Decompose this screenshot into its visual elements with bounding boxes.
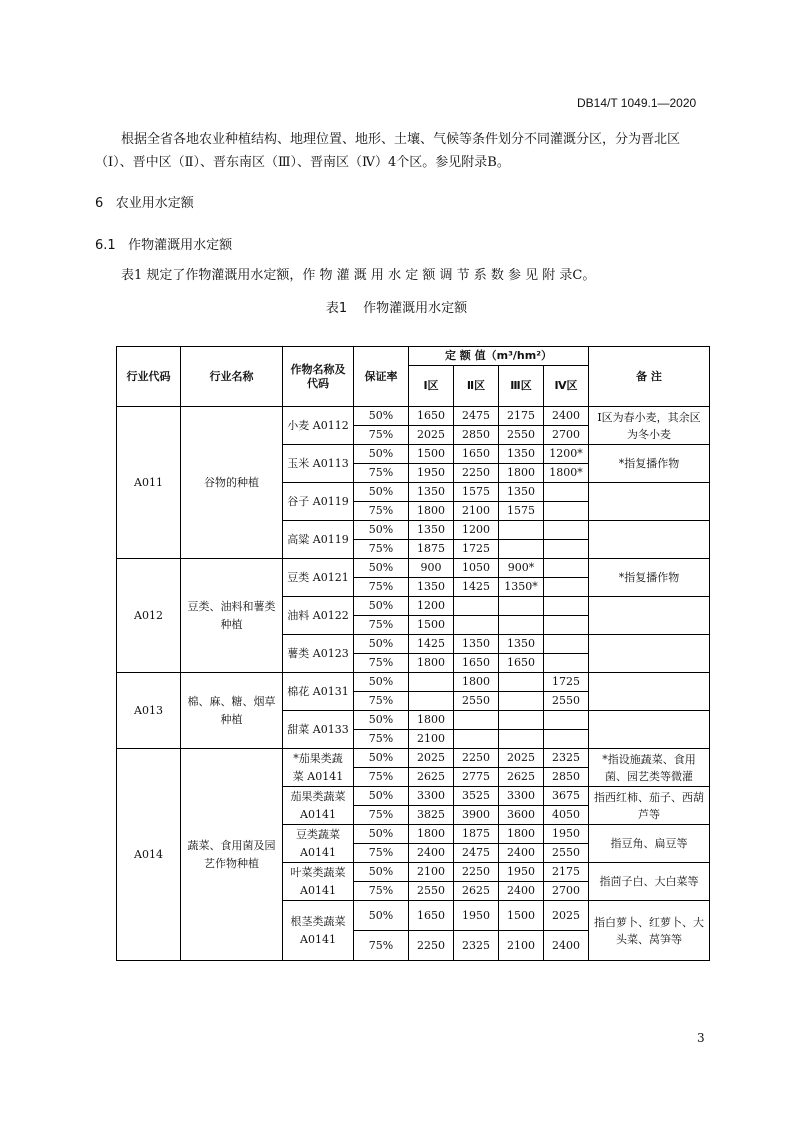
guarantee-rate: 50% [354, 787, 409, 806]
guarantee-rate: 75% [354, 654, 409, 673]
group-code: A011 [117, 407, 181, 559]
quota-cell: 3600 [499, 806, 544, 825]
quota-cell [544, 521, 589, 540]
table-caption [0, 297, 793, 316]
guarantee-rate: 75% [354, 844, 409, 863]
crop-name: 甜菜 A0133 [283, 711, 354, 749]
quota-cell: 2325 [544, 749, 589, 768]
quota-cell: 1875 [454, 825, 499, 844]
crop-name: 玉米 A0113 [283, 445, 354, 483]
guarantee-rate: 75% [354, 882, 409, 901]
quota-cell: 1650 [499, 654, 544, 673]
header-remark: 备 注 [589, 347, 710, 407]
section-6-1-number: 6.1 [95, 238, 116, 253]
quota-cell: 2025 [544, 901, 589, 931]
guarantee-rate: 50% [354, 597, 409, 616]
quota-cell: 900 [409, 559, 454, 578]
quota-cell: 2250 [454, 464, 499, 483]
quota-cell [544, 502, 589, 521]
quota-cell: 1350 [409, 578, 454, 597]
guarantee-rate: 50% [354, 711, 409, 730]
quota-cell: 2025 [409, 749, 454, 768]
quota-cell: 1950 [499, 863, 544, 882]
quota-cell: 1800 [409, 711, 454, 730]
header-industry-name: 行业名称 [181, 347, 283, 407]
quota-cell: 1650 [454, 654, 499, 673]
quota-cell: 2400 [544, 931, 589, 961]
quota-cell: 2475 [454, 407, 499, 426]
section-6-title: 农业用水定额 [115, 196, 194, 211]
quota-cell [544, 559, 589, 578]
quota-cell [499, 521, 544, 540]
remark-cell [589, 635, 710, 673]
quota-cell: 3300 [409, 787, 454, 806]
quota-cell: 1725 [454, 540, 499, 559]
quota-cell: 1950 [409, 464, 454, 483]
crop-name: 茄果类蔬菜 A0141 [283, 787, 354, 825]
quota-cell: 1050 [454, 559, 499, 578]
quota-cell: 1650 [409, 901, 454, 931]
quota-cell: 1650 [409, 407, 454, 426]
quota-cell: 1200 [409, 597, 454, 616]
quota-cell: 1800 [409, 654, 454, 673]
quota-cell [544, 711, 589, 730]
quota-cell: 2625 [499, 768, 544, 787]
crop-name: 豆类蔬菜 A0141 [283, 825, 354, 863]
quota-cell [544, 597, 589, 616]
remark-cell: *指复播作物 [589, 559, 710, 597]
quota-cell [544, 540, 589, 559]
section-6-1-heading [95, 234, 232, 253]
quota-cell: 3900 [454, 806, 499, 825]
quota-cell: 1350* [499, 578, 544, 597]
header-crop-name: 作物名称及代码 [283, 347, 354, 407]
quota-cell: 2700 [544, 882, 589, 901]
guarantee-rate: 50% [354, 673, 409, 692]
guarantee-rate: 75% [354, 464, 409, 483]
header-zone-1: Ⅰ区 [409, 366, 454, 407]
quota-cell: 1575 [454, 483, 499, 502]
quota-cell [544, 654, 589, 673]
intro-paragraph: 根据全省各地农业种植结构、地理位置、地形、土壤、气候等条件划分不同灌溉分区，分为晋北区（Ⅰ）、晋中区（Ⅱ）、晋东南区（Ⅲ）、晋南区（Ⅳ）4个区。参见附录B。 [95, 132, 681, 170]
quota-cell: 1425 [454, 578, 499, 597]
quota-cell [499, 673, 544, 692]
quota-cell: 1800 [454, 673, 499, 692]
quota-cell [454, 597, 499, 616]
quota-cell: 1575 [499, 502, 544, 521]
quota-cell: 2175 [499, 407, 544, 426]
quota-cell: 2475 [454, 844, 499, 863]
quota-cell: 2625 [454, 882, 499, 901]
guarantee-rate: 75% [354, 730, 409, 749]
quota-cell: 1800* [544, 464, 589, 483]
crop-name: 根茎类蔬菜 A0141 [283, 901, 354, 961]
guarantee-rate: 50% [354, 863, 409, 882]
quota-cell: 2100 [454, 502, 499, 521]
quota-cell: 3825 [409, 806, 454, 825]
quota-cell [499, 616, 544, 635]
quota-cell: 1200 [454, 521, 499, 540]
guarantee-rate: 50% [354, 445, 409, 464]
quota-cell [409, 692, 454, 711]
crop-name: *茄果类蔬菜 A0141 [283, 749, 354, 787]
quota-cell [499, 711, 544, 730]
quota-cell [544, 730, 589, 749]
quota-cell: 2325 [454, 931, 499, 961]
quota-cell: 2550 [544, 844, 589, 863]
group-name: 棉、麻、糖、烟草种植 [181, 673, 283, 749]
table-caption-title: 作物灌溉用水定额 [363, 301, 468, 316]
crop-name: 谷子 A0119 [283, 483, 354, 521]
quota-cell: 1800 [499, 825, 544, 844]
quota-cell: 2025 [499, 749, 544, 768]
quota-cell: 2025 [409, 426, 454, 445]
guarantee-rate: 50% [354, 559, 409, 578]
quota-cell: 4050 [544, 806, 589, 825]
header-industry-code: 行业代码 [117, 347, 181, 407]
quota-cell [499, 540, 544, 559]
quota-cell: 2850 [544, 768, 589, 787]
quota-cell: 2250 [454, 749, 499, 768]
quota-cell: 2550 [454, 692, 499, 711]
section-6-heading [95, 192, 194, 211]
guarantee-rate: 75% [354, 540, 409, 559]
quota-cell: 1350 [499, 483, 544, 502]
remark-cell [589, 711, 710, 749]
quota-cell: 1800 [409, 825, 454, 844]
quota-cell: 1950 [544, 825, 589, 844]
quota-cell [454, 616, 499, 635]
crop-name: 小麦 A0112 [283, 407, 354, 445]
guarantee-rate: 75% [354, 578, 409, 597]
quota-cell [454, 711, 499, 730]
header-quota: 定 额 值（m³/hm²） [409, 347, 589, 366]
quota-cell: 2550 [544, 692, 589, 711]
quota-cell: 1500 [409, 445, 454, 464]
remark-cell: *指设施蔬菜、食用菌、园艺类等微灌 [589, 749, 710, 787]
quota-cell: 1350 [409, 483, 454, 502]
quota-cell: 2400 [409, 844, 454, 863]
remark-cell [589, 483, 710, 521]
crop-name: 薯类 A0123 [283, 635, 354, 673]
crop-name: 叶菜类蔬菜 A0141 [283, 863, 354, 901]
section-6-1-title: 作物灌溉用水定额 [128, 238, 233, 253]
header-zone-2: Ⅱ区 [454, 366, 499, 407]
group-name: 豆类、油料和薯类种植 [181, 559, 283, 673]
irrigation-quota-table [116, 346, 710, 961]
quota-cell: 2625 [409, 768, 454, 787]
remark-cell: 指茴子白、大白菜等 [589, 863, 710, 901]
group-name: 谷物的种植 [181, 407, 283, 559]
remark-cell: 指西红柿、茄子、西葫芦等 [589, 787, 710, 825]
header-zone-3: Ⅲ区 [499, 366, 544, 407]
standard-code: DB14/T 1049.1—2020 [577, 96, 697, 110]
guarantee-rate: 50% [354, 901, 409, 931]
crop-name: 高粱 A0119 [283, 521, 354, 559]
quota-cell: 1500 [499, 901, 544, 931]
guarantee-rate: 75% [354, 768, 409, 787]
remark-cell: *指复播作物 [589, 445, 710, 483]
quota-cell: 2775 [454, 768, 499, 787]
quota-cell [544, 635, 589, 654]
remark-cell [589, 521, 710, 559]
crop-name: 油料 A0122 [283, 597, 354, 635]
quota-cell: 1425 [409, 635, 454, 654]
quota-cell [499, 692, 544, 711]
quota-cell: 1800 [499, 464, 544, 483]
quota-cell: 2850 [454, 426, 499, 445]
quota-cell: 2400 [544, 407, 589, 426]
remark-cell: Ⅰ区为春小麦，其余区为冬小麦 [589, 407, 710, 445]
guarantee-rate: 50% [354, 521, 409, 540]
guarantee-rate: 50% [354, 483, 409, 502]
quota-cell: 1800 [409, 502, 454, 521]
quota-cell: 2700 [544, 426, 589, 445]
guarantee-rate: 50% [354, 825, 409, 844]
remark-cell: 指豆角、扁豆等 [589, 825, 710, 863]
quota-cell [454, 730, 499, 749]
crop-name: 豆类 A0121 [283, 559, 354, 597]
guarantee-rate: 75% [354, 931, 409, 961]
quota-cell: 2100 [499, 931, 544, 961]
quota-cell: 1875 [409, 540, 454, 559]
quota-cell: 3675 [544, 787, 589, 806]
group-code: A013 [117, 673, 181, 749]
quota-cell: 900* [499, 559, 544, 578]
guarantee-rate: 75% [354, 502, 409, 521]
page-number: 3 [697, 1031, 705, 1045]
guarantee-rate: 50% [354, 635, 409, 654]
guarantee-rate: 50% [354, 749, 409, 768]
section-6-number: 6 [95, 196, 104, 211]
section-6-1-text: 表1 规定了作物灌溉用水定额，作 物 灌 溉 用 水 定 额 调 节 系 数 参 见 附 录C。 [121, 268, 596, 283]
quota-cell: 2250 [454, 863, 499, 882]
guarantee-rate: 75% [354, 806, 409, 825]
quota-cell: 1350 [499, 445, 544, 464]
quota-cell: 2550 [409, 882, 454, 901]
quota-cell: 2400 [499, 844, 544, 863]
quota-cell: 2550 [499, 426, 544, 445]
quota-cell: 2400 [499, 882, 544, 901]
group-name: 蔬菜、食用菌及园艺作物种植 [181, 749, 283, 961]
quota-cell: 1200* [544, 445, 589, 464]
quota-cell: 2250 [409, 931, 454, 961]
quota-cell [544, 483, 589, 502]
quota-cell [544, 616, 589, 635]
table-caption-number: 表1 [325, 301, 348, 316]
quota-cell: 1950 [454, 901, 499, 931]
quota-cell [499, 597, 544, 616]
quota-cell [544, 578, 589, 597]
header-zone-4: Ⅳ区 [544, 366, 589, 407]
quota-cell: 1350 [454, 635, 499, 654]
quota-cell: 2100 [409, 730, 454, 749]
guarantee-rate: 75% [354, 692, 409, 711]
quota-cell: 3525 [454, 787, 499, 806]
guarantee-rate: 75% [354, 426, 409, 445]
remark-cell [589, 597, 710, 635]
group-code: A014 [117, 749, 181, 961]
guarantee-rate: 50% [354, 407, 409, 426]
quota-cell [499, 730, 544, 749]
quota-cell: 1650 [454, 445, 499, 464]
remark-cell [589, 673, 710, 711]
quota-cell [409, 673, 454, 692]
quota-cell: 1350 [409, 521, 454, 540]
quota-cell: 1500 [409, 616, 454, 635]
crop-name: 棉花 A0131 [283, 673, 354, 711]
header-guarantee: 保证率 [354, 347, 409, 407]
group-code: A012 [117, 559, 181, 673]
quota-cell: 3300 [499, 787, 544, 806]
quota-cell: 2175 [544, 863, 589, 882]
quota-cell: 1725 [544, 673, 589, 692]
remark-cell: 指白萝卜、红萝卜、大头菜、莴笋等 [589, 901, 710, 961]
quota-cell: 1350 [499, 635, 544, 654]
guarantee-rate: 75% [354, 616, 409, 635]
quota-cell: 2100 [409, 863, 454, 882]
